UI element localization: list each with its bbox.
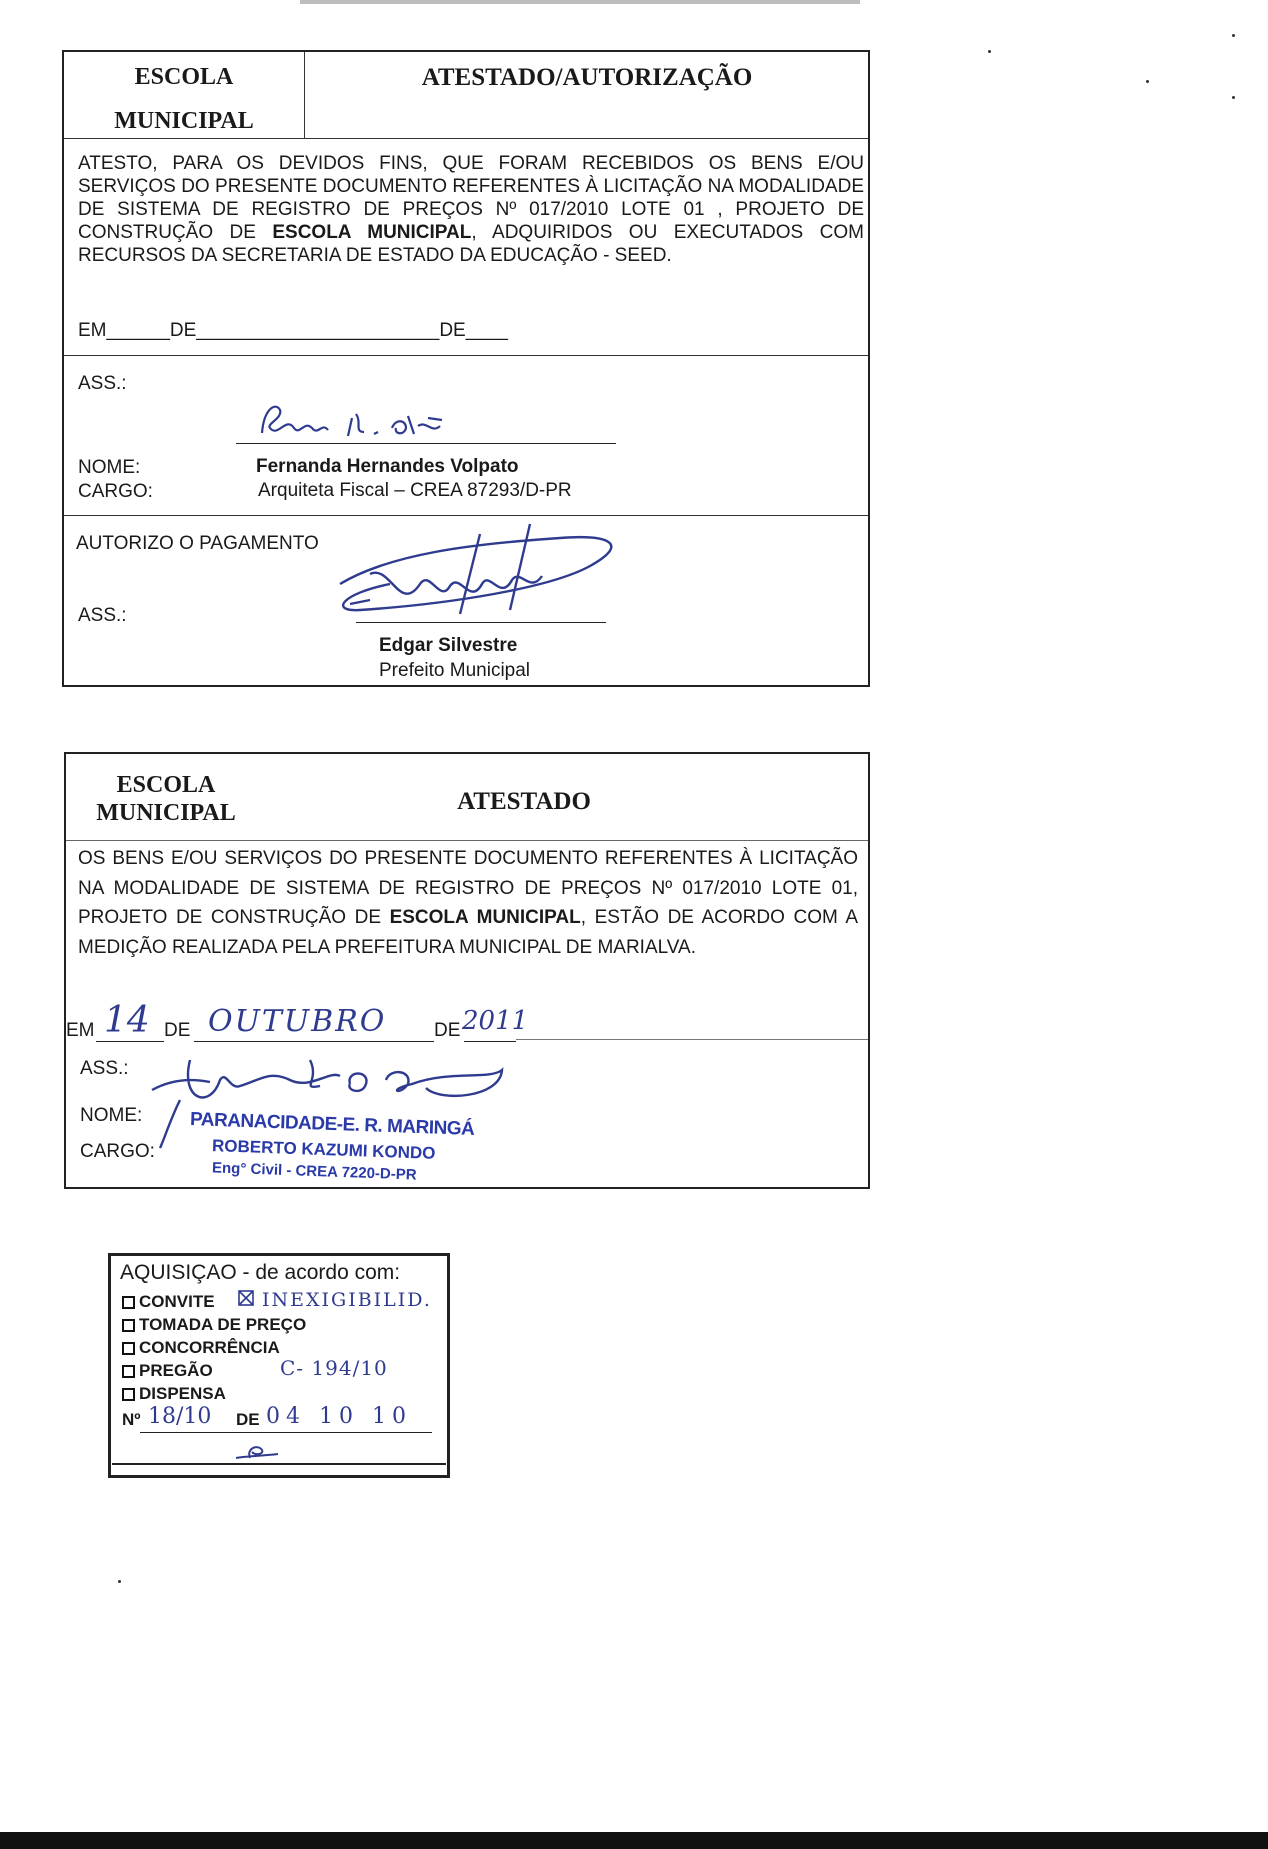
signer2-role: Prefeito Municipal (379, 660, 531, 681)
section-rule-1 (64, 355, 868, 356)
nome-label: NOME: (78, 457, 141, 478)
ass-label: ASS.: (78, 373, 127, 394)
option-tomada: TOMADA DE PREÇO (122, 1313, 306, 1336)
handwritten-year: 2011 (462, 1006, 529, 1036)
em-label: EM (66, 1020, 95, 1041)
paragraph2-text-b: , ESTÃO DE ACORDO COM A MEDIÇÃO REALIZADA PELA PREFEITURA MUNICIPAL DE MARIALVA. (78, 907, 858, 958)
checkbox-icon (122, 1296, 135, 1309)
ass-label-2: ASS.: (80, 1058, 129, 1079)
header-divider (304, 52, 305, 138)
convite-note: INEXIGIBILID. (262, 1289, 432, 1311)
checkbox-icon (122, 1388, 135, 1401)
paragraph-text-a: ATESTO, PARA OS DEVIDOS FINS, QUE FORAM RECEBIDOS OS BENS E/OU SERVIÇOS DO PRESENTE DOCUMENTO REFERENTES À LICITAÇÃO NA MODALIDADE DE SISTEMA DE REGISTRO DE PREÇOS Nº 017/2010 LOTE 01 , PROJETO DE CONSTRUÇÃO DE (78, 153, 864, 243)
school-label-2: ESCOLA (116, 772, 216, 798)
paragraph-text-b: , ADQUIRIDOS OU EXECUTADOS COM RECURSOS DA SECRETARIA DE ESTADO DA EDUCAÇÃO - SEED. (78, 222, 864, 266)
handwritten-month: OUTUBRO (208, 1004, 387, 1039)
de-label-1: DE (164, 1020, 191, 1041)
de-label-2: DE (434, 1020, 461, 1041)
acq-date-value: 04 10 10 (266, 1404, 412, 1429)
acq-initials-scribble (232, 1440, 282, 1464)
signature-line-2 (356, 622, 606, 623)
signature-line-1 (236, 443, 616, 444)
paragraph2-text-a: OS BENS E/OU SERVIÇOS DO PRESENTE DOCUMENTO REFERENTES À LICITAÇÃO NA MODALIDADE DE SISTEMA DE REGISTRO DE PREÇOS Nº 017/2010 LOTE 01, PROJETO DE CONSTRUÇÃO DE (78, 848, 858, 928)
scan-top-edge (300, 0, 860, 4)
pregao-note: C- 194/10 (280, 1356, 388, 1380)
option-dispensa: DISPENSA (122, 1382, 306, 1405)
checkbox-icon (122, 1342, 135, 1355)
nome-value: Fernanda Hernandes Volpato (256, 456, 519, 477)
option-concorrencia: CONCORRÊNCIA (122, 1336, 306, 1359)
checkbox-icon (122, 1319, 135, 1332)
scan-bottom-edge (0, 1832, 1268, 1849)
attestation-paragraph (78, 152, 864, 267)
form-title: ATESTADO/AUTORIZAÇÃO (421, 64, 753, 91)
option-convite: CONVITE (122, 1290, 306, 1313)
handwritten-signature (256, 398, 556, 443)
cargo-label-2: CARGO: (80, 1141, 155, 1162)
crossed-checkbox-icon (238, 1290, 254, 1306)
autorizo-label: AUTORIZO O PAGAMENTO (76, 533, 319, 554)
stamp-line-2: ROBERTO KAZUMI KONDO (211, 1136, 436, 1163)
acq-number-label: Nº (122, 1410, 141, 1429)
stamp-line-3: Eng° Civil - CREA 7220-D-PR (211, 1159, 417, 1184)
form-title-2: ATESTADO (457, 788, 591, 815)
cargo-label: CARGO: (78, 481, 153, 502)
ass2-label: ASS.: (78, 605, 127, 626)
school-label: ESCOLA (134, 64, 234, 90)
handwritten-signature-2 (330, 514, 630, 624)
handwritten-day: 14 (104, 1000, 150, 1041)
header-rule-2 (66, 840, 868, 841)
acquisition-title: AQUISIÇAO - de acordo com: (120, 1261, 401, 1284)
stamp-line-1: PARANACIDADE-E. R. MARINGÁ (189, 1109, 475, 1140)
acq-number-underline (140, 1432, 432, 1433)
acq-number-value: 18/10 (148, 1404, 212, 1429)
nome-label-2: NOME: (80, 1105, 143, 1126)
municipal-label-2: MUNICIPAL (96, 800, 236, 826)
date-line: EM______DE_______________________DE____ (78, 320, 508, 341)
option-pregao: PREGÃO (122, 1359, 306, 1382)
date-row-rule (516, 1039, 868, 1040)
signer2-name: Edgar Silvestre (379, 635, 518, 656)
checkbox-icon (122, 1365, 135, 1378)
cargo-value: Arquiteta Fiscal – CREA 87293/D-PR (258, 480, 572, 501)
atestado-paragraph (78, 844, 858, 962)
header-bottom-rule (64, 138, 868, 139)
acq-de-label: DE (236, 1410, 260, 1429)
municipal-label: MUNICIPAL (114, 108, 254, 134)
paragraph-bold-school: ESCOLA MUNICIPAL (272, 222, 472, 243)
paragraph2-bold-school: ESCOLA MUNICIPAL (389, 907, 581, 928)
